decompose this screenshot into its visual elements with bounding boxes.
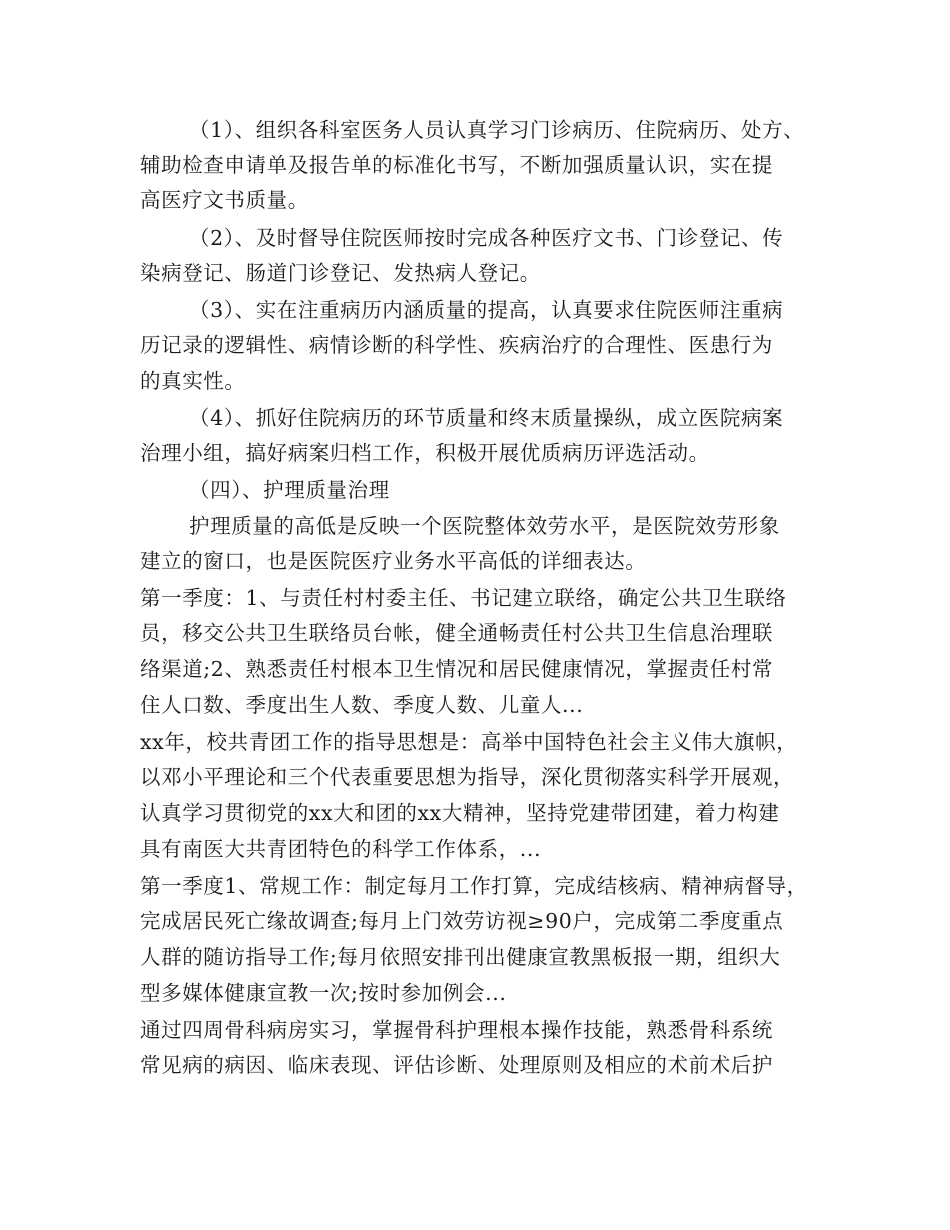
text-line: 完成居民死亡缘故调查;每月上门效劳访视≥90户，完成第二季度重点 [140, 909, 784, 933]
text-line: 的真实性。 [140, 369, 246, 393]
text-line: 第一季度：1、与责任村村委主任、书记建立联络，确定公共卫生联络 [140, 586, 787, 610]
text-line: 高医疗文书质量。 [140, 188, 309, 212]
text-line: 建立的窗口，也是医院医疗业务水平高低的详细表达。 [140, 549, 647, 573]
text-line: 第一季度1、常规工作：制定每月工作打算，完成结核病、精神病督导， [140, 874, 808, 898]
text-line: 络渠道;2、熟悉责任村根本卫生情况和居民健康情况，掌握责任村常 [140, 657, 774, 681]
text-line: 具有南医大共青团特色的科学工作体系，... [140, 837, 542, 861]
text-line: 员，移交公共卫生联络员台帐，健全通畅责任村公共卫生信息治理联 [140, 621, 773, 645]
text-line: 辅助检查申请单及报告单的标准化书写，不断加强质量认识，实在提 [140, 153, 773, 177]
text-line: 人群的随访指导工作;每月依照安排刊出健康宣教黑板报一期，组织大 [140, 945, 781, 969]
text-line: 住人口数、季度出生人数、季度人数、儿童人... [140, 693, 584, 717]
text-line: 常见病的病因、临床表现、评估诊断、处理原则及相应的术前术后护 [140, 1053, 773, 1077]
text-line: （2）、及时督导住院医师按时完成各种医疗文书、门诊登记、传 [189, 226, 784, 250]
text-line: （3）、实在注重病历内涵质量的提高，认真要求住院医师注重病 [189, 298, 784, 322]
text-line: 通过四周骨科病房实习，掌握骨科护理根本操作技能，熟悉骨科系统 [140, 1018, 773, 1042]
text-line: xx年，校共青团工作的指导思想是：高举中国特色社会主义伟大旗帜， [140, 730, 798, 754]
text-line: 认真学习贯彻党的xx大和团的xx大精神，坚持党建带团建，着力构建 [140, 801, 780, 825]
text-line: （4）、抓好住院病历的环节质量和终末质量操纵，成立医院病案 [189, 406, 784, 430]
section-heading: （四）、护理质量治理 [189, 478, 390, 502]
text-line: 历记录的逻辑性、病情诊断的科学性、疾病治疗的合理性、医患行为 [140, 333, 773, 357]
text-line: 染病登记、肠道门诊登记、发热病人登记。 [140, 261, 541, 285]
text-line: 以邓小平理论和三个代表重要思想为指导，深化贯彻落实科学开展观， [140, 765, 795, 789]
text-line: 护理质量的高低是反映一个医院整体效劳水平，是医院效劳形象 [189, 514, 780, 538]
text-line: （1）、组织各科室医务人员认真学习门诊病历、住院病历、处方、 [189, 118, 805, 142]
text-line: 治理小组，搞好病案归档工作，积极开展优质病历评选活动。 [140, 441, 710, 465]
text-line: 型多媒体健康宣教一次;按时参加例会... [140, 981, 507, 1005]
